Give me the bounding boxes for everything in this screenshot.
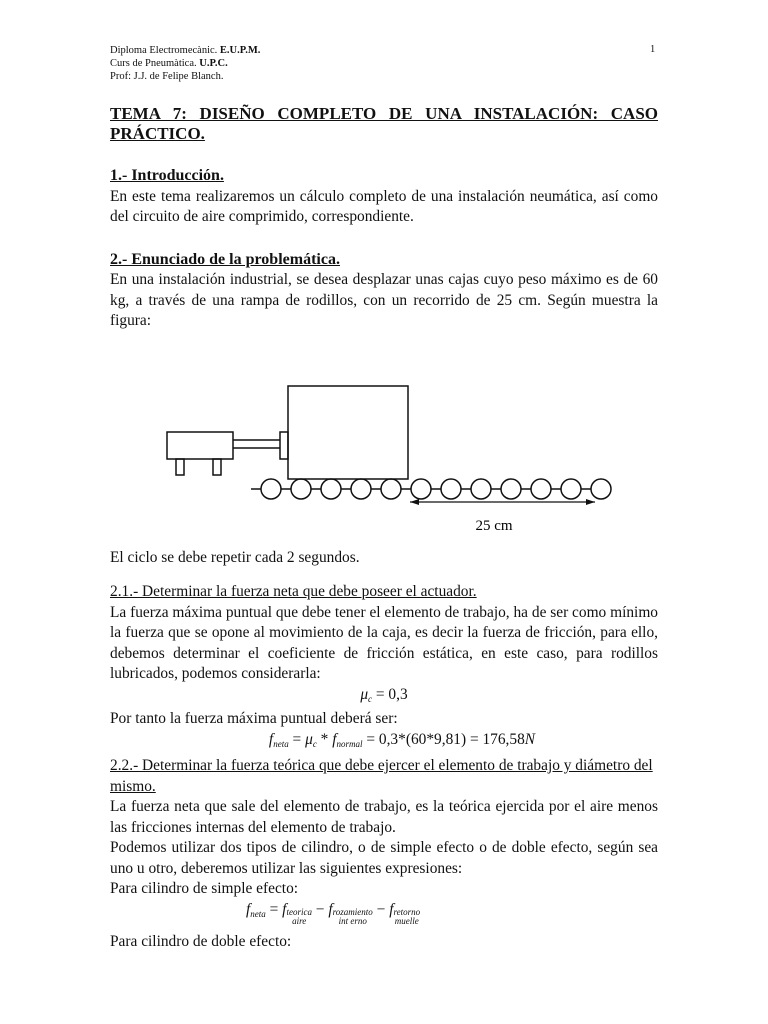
- section-2-1-text: La fuerza máxima puntual que debe tener el elemento de trabajo, ha de ser como mínimo la fuerza que se opone al movimiento de la caja, es decir la fuerza de fricción, para ello, debemos determinar el coeficiente de fricción estática, en este caso, para rodillos lubricados, podemos considerarla:: [110, 603, 658, 682]
- section-2-2-heading: 2.2.- Determinar la fuerza teórica que debe ejercer el elemento de trabajo y diámetro del mismo.: [110, 757, 653, 795]
- section-2-2-text-1: La fuerza neta que sale del elemento de trabajo, es la teórica ejercida por el aire menos las fricciones internas del elemento de trabajo.: [110, 798, 658, 836]
- document-body: [110, 104, 658, 952]
- roller: [531, 479, 551, 499]
- roller: [591, 479, 611, 499]
- simple-effect-label: Para cilindro de simple efecto:: [110, 880, 299, 897]
- roller: [501, 479, 521, 499]
- roller: [471, 479, 491, 499]
- cylinder-foot-left: [176, 459, 184, 475]
- net-force-formula: $f_{neta} = \mu_c * f_{normal} = 0,3*(60*9,81) = 176,58N$: [268, 730, 536, 749]
- page-number: 1: [650, 44, 656, 55]
- roller: [411, 479, 431, 499]
- document-title: TEMA 7: DISEÑO COMPLETO DE UNA INSTALACIÓN: CASO PRÁCTICO.: [110, 104, 658, 143]
- section-2-2-text-2: Podemos utilizar dos tipos de cilindro, o de simple efecto o de doble efecto, según sea uno u otro, deberemos utilizar las siguientes expresiones:: [110, 839, 658, 877]
- roller: [291, 479, 311, 499]
- roller-row: [251, 479, 611, 499]
- roller-ramp-figure: [110, 346, 658, 550]
- pusher-plate: [280, 432, 288, 459]
- cycle-text: El ciclo se debe repetir cada 2 segundos.: [110, 548, 360, 566]
- header-line-3: Prof: J.J. de Felipe Blanch.: [110, 71, 224, 82]
- cylinder-body: [167, 432, 233, 459]
- dimension-arrow-right: [586, 499, 595, 505]
- therefore-text: Por tanto la fuerza máxima puntual deberá ser:: [110, 710, 398, 727]
- roller: [441, 479, 461, 499]
- roller: [261, 479, 281, 499]
- roller: [321, 479, 341, 499]
- header-line-2: Curs de Pneumàtica. U.P.C.: [110, 58, 228, 69]
- roller: [381, 479, 401, 499]
- roller-ramp-diagram: [110, 346, 658, 550]
- dimension-label: 25 cm: [475, 517, 513, 534]
- roller: [351, 479, 371, 499]
- section-2-1-heading: 2.1.- Determinar la fuerza neta que debe poseer el actuador.: [110, 583, 477, 600]
- section-1-text: En este tema realizaremos un cálculo completo de una instalación neumática, así como del circuito de aire comprimido, correspondiente.: [110, 187, 658, 225]
- double-effect-label: Para cilindro de doble efecto:: [110, 932, 292, 950]
- dimension-arrow-left: [410, 499, 419, 505]
- friction-coefficient-formula: $\mu_c = 0,3$: [360, 685, 408, 704]
- document-header: [110, 44, 260, 83]
- simple-effect-formula: $f_{neta} = f$ teorica aire − f rozamiento int erno − f retorno muelle: [246, 900, 421, 926]
- cylinder-foot-right: [213, 459, 221, 475]
- roller: [561, 479, 581, 499]
- section-2-heading: 2.- Enunciado de la problemática.: [110, 250, 340, 268]
- header-line-1: Diploma Electromecànic. E.U.P.M.: [110, 45, 261, 56]
- section-1-heading: 1.- Introducción.: [110, 167, 224, 184]
- box: [288, 386, 408, 479]
- section-2-text: En una instalación industrial, se desea desplazar unas cajas cuyo peso máximo es de 60 kg, a través de una rampa de rodillos, con un recorrido de 25 cm. Según muestra la figura:: [110, 271, 658, 329]
